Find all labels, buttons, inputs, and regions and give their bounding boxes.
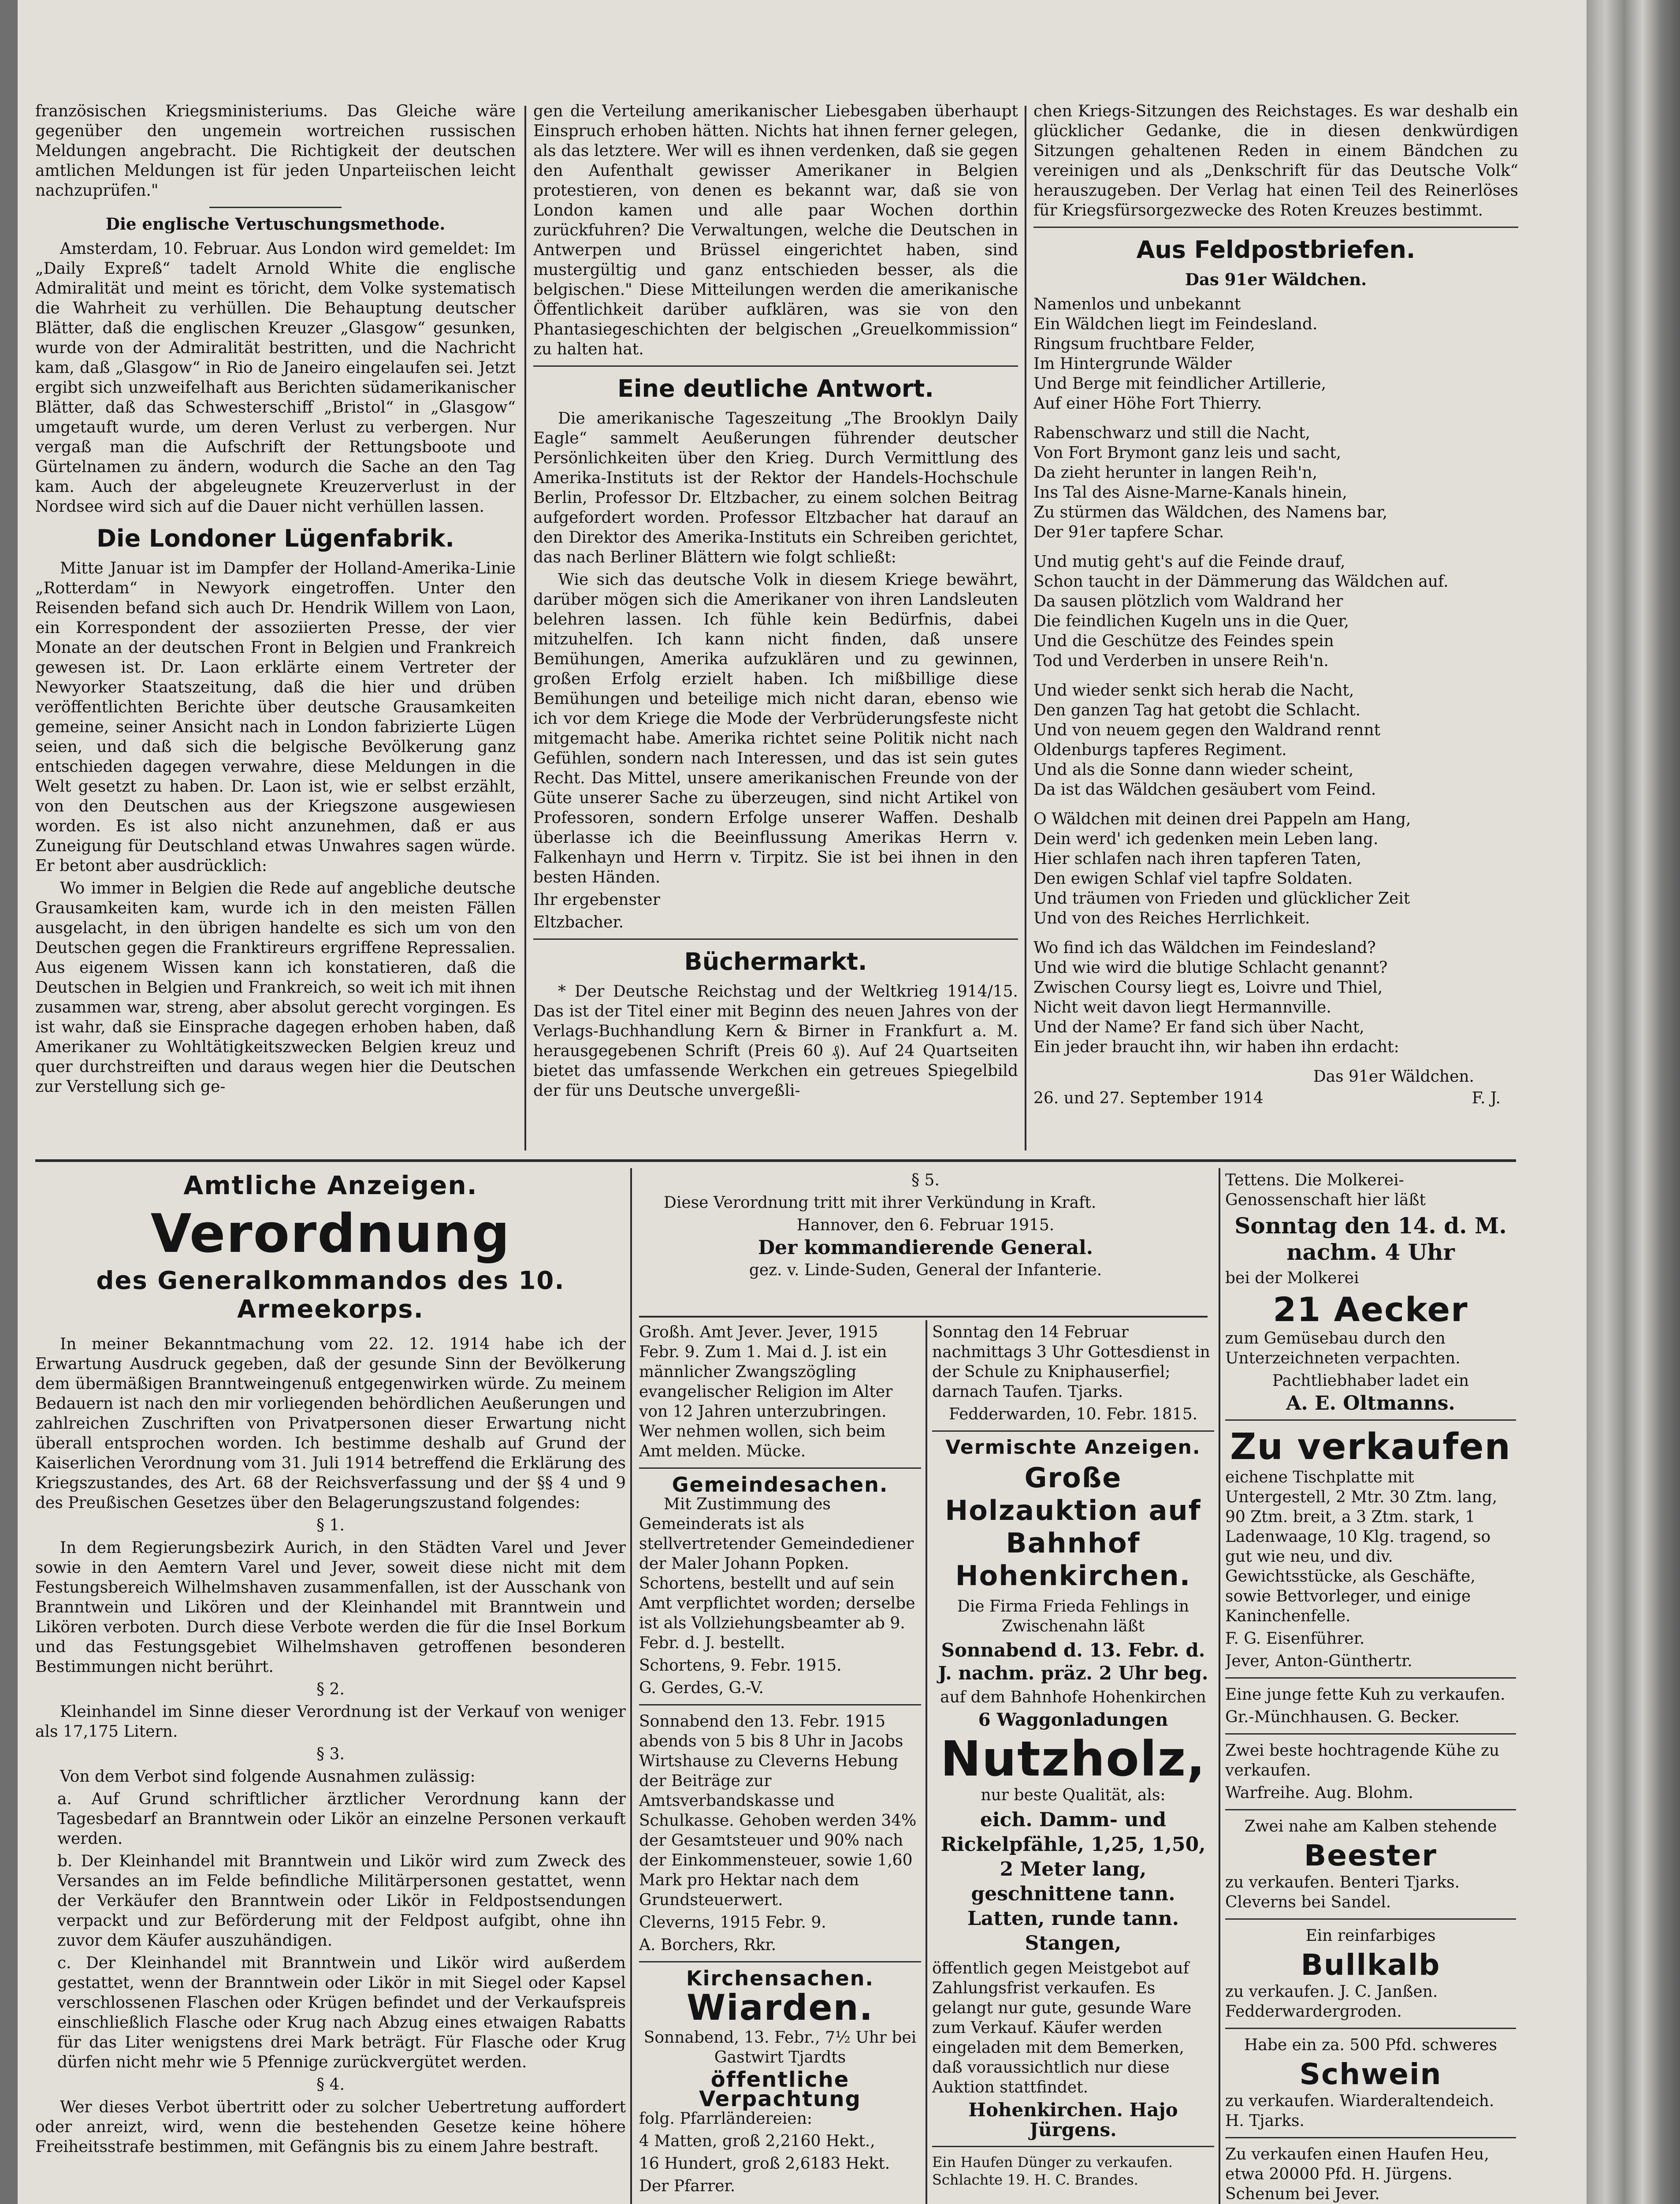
oltmanns-signature: A. E. Oltmanns. [1286,1392,1455,1415]
gemeinde-signature: G. Gerdes, G.-V. [639,1679,764,1697]
clevern-ad: Sonnabend den 13. Febr. 1915 abends von 5 bis 8 Uhr in Jacobs Wirtshause zu Cleverns Hebung der Beiträge zur Amtsverbandskasse und Schulkasse. Gehoben werden 34% der Gesamtsteuer und 90% nach der Einkommensteuer, sowie 1,60 Mark pro Hektar nach dem Grundsteuerwert. [639,1713,917,1909]
divider [209,207,342,208]
jever-amt-ad: Großh. Amt Jever. Jever, 1915 Febr. 9. Zum 1. Mai d. J. ist ein männlicher Zwangszögling evangelischer Religion im Alter von 12 Jahren unterzubringen. Wer nehmen wollen, sich beim Amt melden. Mücke. [639,1323,893,1460]
poem-line: Die feindlichen Kugeln uns in die Quer, [1033,612,1349,630]
divider [932,2146,1214,2147]
heading-buechermarkt: Büchermarkt. [684,948,867,975]
divider [1225,1918,1516,1920]
divider [1225,1733,1516,1735]
letter-closing: Ihr ergebenster [533,891,660,909]
holz-text: öffentlich gegen Meistgebot auf Zahlungsfrist verkaufen. Es gelangt nur gute, gesunde Ware zum Verkauf. Käufer werden eingeladen mit dem Bemerken, daß voraussichtlich nur diese Auktion stattfindet. [932,1959,1192,2096]
poem-line: Und träumen von Frieden und glücklicher Zeit [1033,890,1410,908]
beester-post: zu verkaufen. Benteri Tjarks. Cleverns bei Sandel. [1225,1873,1460,1911]
divider [1225,2137,1516,2138]
exception-c: c. Der Kleinhandel mit Branntwein und Likör wird außerdem gestattet, wenn der Branntwein oder Likör in mit Siegel oder Kapsel verschlossenen Flaschen oder Krügen befindet und der Verkaufspreis einschließlich Flasche oder Krug nach Abzug eines etwaigen Rabatts für das Liter wenigstens drei Mark beträgt. Für Flasche oder Krug dürfen nicht mehr wie 5 Pfennige zurückvergütet werden. [57,1954,626,2071]
pfarr-item-1: 4 Matten, groß 2,2160 Hekt., [639,2132,875,2150]
clevern-signature: A. Borchers, Rkr. [639,1936,777,1954]
bullkalb-title: Bullkalb [1301,1948,1441,1982]
tettens-bei: bei der Molkerei [1225,1269,1359,1287]
poem-line: Und der Name? Er fand sich über Nacht, [1033,1018,1364,1036]
divider [1225,2028,1516,2029]
column-rule [630,1168,632,2204]
poem-line: Und wie wird die blutige Schlacht genannt? [1033,959,1388,977]
col1-para-3: Mitte Januar ist im Dampfer der Holland-Amerika-Linie „Rotterdam“ in Newyork eingetroffen. Unter den Reisenden befand sich auch Dr. Hendrik Willem von Laon, ein Korrespondent der assoziierten Presse, der vier Monate an der deutschen Front in Belgien und Frankreich gewesen ist. Dr. Laon erklärte einem Vertreter der Newyorker Staatszeitung, daß die hier und drüben veröffentlichten Berichte über deutsche Grausamkeiten gemeine, seiner Ansicht nach in London fabrizierte Lügen seien, und daß sich die belgische Bevölkerung ganz entschieden dagegen verwahre, diese Meldungen in die Welt gesetzt zu haben. Dr. Laon ist, wie er selbst erzählt, von den Deutschen aus der Kriegszone ausgewiesen worden. Es ist also nicht anzunehmen, daß er aus Zuneigung für Deutschland etwas Unwahres sagen würde. Er betont aber ausdrücklich: [35,559,516,875]
col2-para-3: Wie sich das deutsche Volk in diesem Kriege bewährt, darüber mögen sich die Amerikaner von ihren Landsleuten belehren lassen. Ich fühle kein Bedürfnis, dabei mitzuhelfen. Ich kann nicht finden, daß unsere Bemühungen, Amerika aufzuklären und zu gewinnen, großen Erfolg erzielt haben. Ich mißbillige diese Bemühungen und beteilige mich nicht daran, ebenso wie ich vor dem Kriege die Mode der Verbrüderungsfeste nicht mitgemacht habe. Amerika richtet seine Politik nicht nach Gefühlen, sondern nach Interessen, und das ist sein gutes Recht. Das Mittel, unsere amerikanischen Freunde von der Güte unserer Sache zu überzeugen, sind nicht Artikel von Professoren, sondern Erfolge unserer Waffen. Deshalb überlasse ich die Beeinflussung Amerikas Herrn v. Falkenhayn und Herrn v. Tirpitz. Sie ist bei ihnen in den besten Händen. [533,571,1018,886]
fedderwarden-place: Fedderwarden, 10. Febr. 1815. [948,1405,1198,1423]
verordnung-general: Der kommandierende General. [758,1236,1093,1259]
verordnung-gez: gez. v. Linde-Suden, General der Infanterie. [749,1261,1102,1279]
newspaper-page [18,0,1587,2204]
holz-intro: Die Firma Frieda Fehlings in Zwischenahn läßt [957,1597,1189,1635]
poem-line: Oldenburgs tapferes Regiment. [1033,741,1287,759]
divider [1225,1677,1516,1679]
poem-line: Namenlos und unbekannt [1033,295,1241,313]
heading-feldpostbriefe: Aus Feldpostbriefen. [1136,236,1416,264]
wiarden-title: Wiarden. [687,1987,873,2028]
divider [533,938,1018,940]
section-3: § 3. [316,1745,345,1763]
poem [1033,294,1518,1057]
poem-line: Da zieht herunter in langen Reih'n, [1033,464,1318,482]
column-1 [35,101,516,1146]
poem-line: Und von des Reiches Herrlichkeit. [1033,909,1310,927]
heading-englische-vertuschung: Die englische Vertuschungsmethode. [105,214,446,234]
poem-line: Von Fort Brymont ganz leis und sacht, [1033,444,1342,462]
verpachtung-title: öffentliche Verpachtung [699,2067,861,2111]
book-page-edges [1587,0,1680,2204]
kuehe-ad: Zwei beste hochtragende Kühe zu verkaufen. [1225,1742,1500,1780]
poem-stanza [1033,938,1518,1057]
poem-line: Wo find ich das Wäldchen im Feindesland? [1033,939,1376,957]
verordnung-end [639,1170,1212,1316]
acker-pacht: Pachtliebhaber ladet ein [1272,1372,1469,1390]
column-3 [1033,101,1518,1146]
column-rule [524,106,526,1150]
beester-pre: Zwei nahe am Kalben stehende [1244,1817,1497,1835]
kuh-ad: Eine junge fette Kuh zu verkaufen. [1225,1686,1505,1704]
poem-line: Ringsum fruchtbare Felder, [1033,335,1255,353]
section-5-text: Diese Verordnung tritt mit ihrer Verkündung in Kraft. [664,1194,1096,1212]
fedderwarden-ad: Sonntag den 14 Februar nachmittags 3 Uhr Gottesdienst in der Schule zu Kniphauserfiel; darnach Taufen. Tjarks. [932,1323,1210,1401]
section-2-text: Kleinhandel im Sinne dieser Verordnung ist der Verkauf von weniger als 17,175 Litern. [35,1703,626,1741]
kuh-signature: Gr.-Münchhausen. G. Becker. [1225,1708,1460,1726]
poem-line: Tod und Verderben in unsere Reih'n. [1033,652,1329,670]
zuverkaufen-title: Zu verkaufen [1230,1426,1511,1468]
poem-stanza [1033,423,1518,542]
section-5: § 5. [911,1171,940,1189]
schwein-post: zu verkaufen. Wiarderaltendeich. H. Tjarks. [1225,2092,1494,2130]
poem-line: Rabenschwarz und still die Nacht, [1033,424,1310,442]
holz-place: auf dem Bahnhofe Hohenkirchen [940,1688,1206,1706]
gemeinde-place: Schortens, 9. Febr. 1915. [639,1657,842,1675]
gemeinde-text: Mit Zustimmung des Gemeinderats ist als stellvertretender Gemeindediener der Maler Johann Popken. Schortens, bestellt und auf sein Amt verpflichtet worden; derselbe ist als Vollziehungsbeamter ab 9. Febr. d. J. bestellt. [639,1495,915,1652]
poem-line: Da sausen plötzlich vom Waldrand her [1033,592,1343,611]
col2-para-1: gen die Verteilung amerikanischer Liebesgaben überhaupt Einspruch erhoben hätten. Nichts hat ihnen ferner gelegen, als das letztere. Wer will es ihnen verdenken, daß sie gegen den Aufenthalt gewisser Amerikaner in Belgien protestieren, von denen es bekannt war, daß sie von London kamen und alle paar Wochen dorthin zurückfuhren? Die Verwaltungen, welche die Deutschen in Antwerpen und Brüssel eingerichtet haben, sind mustergültig und ganz entschieden besser, als die belgischen." Diese Mitteilungen werden die amerikanische Öffentlichkeit darüber aufklären, was sie von den Phantasiegeschichten der belgischen „Greuelkommission“ zu halten hat. [533,102,1018,358]
tisch-place: Jever, Anton-Günthertr. [1225,1652,1412,1670]
column-2 [533,101,1018,1146]
poem-title: Das 91er Wäldchen. [1185,270,1367,289]
divider [1033,227,1518,228]
col3-para-1: chen Kriegs-Sitzungen des Reichstages. Es war deshalb ein glücklicher Gedanke, die in diesen denkwürdigen Sitzungen gehaltenen Reden in einem Bändchen zu vereinigen und als „Denkschrift für das Deutsche Volk“ herauszugeben. Der Verlag hat einen Teil des Reinerlöses für Kriegsfürsorgezwecke des Roten Kreuzes bestimmt. [1033,102,1518,220]
poem-line: Und von neuem gegen den Waldrand rennt [1033,721,1381,739]
beester-title: Beester [1304,1839,1437,1873]
poem-line: Den ganzen Tag hat getobt die Schlacht. [1033,701,1361,719]
divider [1225,1809,1516,1810]
holzauktion-title: Große Holzauktion auf Bahnhof Hohenkirchen. [945,1462,1201,1592]
letter-signature: Eltzbacher. [533,913,624,931]
poem-line: Nicht weit davon liegt Hermannville. [1033,998,1331,1016]
poem-stanza [1033,552,1518,671]
divider [639,1704,921,1705]
kuehe-signature: Warfreihe. Aug. Blohm. [1225,1784,1413,1802]
holz-signature: Hohenkirchen. Hajo Jürgens. [968,2099,1178,2141]
verordnung-subtitle: des Generalkommandos des 10. Armeekorps. [96,1266,565,1324]
col1-para-2: Amsterdam, 10. Februar. Aus London wird gemeldet: Im „Daily Expreß“ tadelt Arnold White die englische Admiralität und meint es töricht, dem Volke systematisch die Wahrheit zu verhüllen. Die Behauptung deutscher Blätter, daß die englischen Kreuzer „Glasgow“ gesunken, wurde von der Admiralität bestritten, und die Nachricht kam, daß „Glasgow“ in Rio de Janeiro eingelaufen sei. Jetzt ergibt sich unzweifelhaft aus Berichten südamerikanischer Blätter, daß das Schwesterschiff „Bristol“ in „Glasgow“ umgetauft wurde, um deren Verlust zu verbergen. Nur vergaß man die Aufschrift der Rettungsboote und Gürtelnamen zu ändern, wodurch die Sache an den Tag kam. Auch der abgeleugnete Kreuzerverlust in der Nordsee wird sich auf die Dauer nicht verhüllen lassen. [35,240,516,516]
schwein-title: Schwein [1299,2057,1442,2091]
poem-stanza [1033,809,1518,928]
nutzholz-title: Nutzholz, [940,1731,1206,1787]
divider [639,1467,921,1469]
horizontal-rule [639,1316,1208,1318]
col1-para-4: Wo immer in Belgien die Rede auf angebliche deutsche Grausamkeiten kam, wurde ich in den meisten Fällen ausgelacht, in den übrigen handelte es sich um von den Deutschen gegen die Franktireurs ergriffene Repressalien. Aus eigenem Wissen kann ich konstatieren, daß die Deutschen in Belgien und Frankreich, so weit ich mit ihnen zusammen war, streng, aber absolut gerecht vorgingen. Es ist wahr, daß sie Einsprache dagegen erhoben haben, daß Amerikaner zu Wohltätigkeitszwecken Belgien kreuz und quer durchstreiften und daraus wegen hier die Deutschen zur Verstellung sich ge- [35,879,516,1096]
poem-line: Im Hintergrunde Wälder [1033,355,1232,373]
section-4: § 4. [316,2076,345,2094]
column-rule [925,1320,927,2204]
poem-stanza [1033,681,1518,800]
bull-pre: Ein reinfarbiges [1305,1927,1436,1945]
tettens-ad: Tettens. Die Molkerei-Genossenschaft hier läßt [1225,1171,1426,1209]
vermischte-header: Vermischte Anzeigen. [945,1436,1201,1459]
poem-date: 26. und 27. September 1914 [1033,1089,1264,1107]
schwein-pre: Habe ein za. 500 Pfd. schweres [1244,2036,1497,2054]
poem-line: Und Berge mit feindlicher Artillerie, [1033,375,1327,393]
poem-line: Und als die Sonne dann wieder scheint, [1033,761,1354,779]
col1-para-1: französischen Kriegsministeriums. Das Gleiche wäre gegenüber den ungemein wortreichen russischen Meldungen angebracht. Die Richtigkeit der deutschen amtlichen Meldungen ist für jeden Unparteiischen leicht nachzuprüfen." [35,102,516,200]
duenger-ad: Ein Haufen Dünger zu verkaufen. Schlachte 19. H. C. Brandes. [932,2154,1173,2188]
kirchensachen-header: Kirchensachen. [686,1966,874,1990]
bull-post: zu verkaufen. J. C. Janßen. Fedderwardergroden. [1225,1983,1438,2021]
tettens-date: Sonntag den 14. d. M. nachm. 4 Uhr [1234,1213,1507,1265]
poem-line: Und mutig geht's auf die Feinde drauf, [1033,553,1345,571]
pfarr-intro: folg. Pfarrländereien: [639,2110,813,2128]
column-rule [1025,106,1026,1150]
column-rule [1219,1168,1220,2204]
section-1-text: In dem Regierungsbezirk Aurich, in den Städten Varel und Jever sowie in den Aemtern Varel und Jever, soweit diese nicht mit dem Festungsbereich Wilhelmshaven zusammenfallen, ist der Ausschank von Branntwein und Likören und der Kleinhandel mit Branntwein und Likören verboten. Durch diese Verbote werden die für die Insel Borkum und das Festungsgebiet Wilhelmshaven getroffenen besonderen Bestimmungen nicht berührt. [35,1539,626,1676]
amtliche-anzeigen [35,1170,626,2204]
poem-line: Und wieder senkt sich herab die Nacht, [1033,681,1354,700]
poem-line: Der 91er tapfere Schar. [1033,523,1224,541]
poem-line: Hier schlafen nach ihren tapferen Taten, [1033,850,1362,868]
heading-deutliche-antwort: Eine deutliche Antwort. [617,375,934,402]
col2-para-4: * Der Deutsche Reichstag und der Weltkrieg 1914/15. Das ist der Titel einer mit Beginn des neuen Jahres von der Verlags-Buchhandlung Kern & Birner in Frankfurt a. M. herausgegebenen Schrift (Preis 60 ₰). Auf 24 Quartseiten bietet das umfassende Werkchen ein getreues Spiegelbild der für uns Deutsche unvergeßli- [533,983,1018,1100]
col2-para-2: Die amerikanische Tageszeitung „The Brooklyn Daily Eagle“ sammelt Aeußerungen führender deutscher Persönlichkeiten über den Krieg. Durch Vermittlung des Amerika-Instituts ist der Rektor der Handels-Hochschule Berlin, Professor Dr. Eltzbacher, zu einem solchen Beitrag aufgefordert worden. Professor Eltzbacher hat darauf an den Direktor des Amerika-Instituts ein Schreiben gerichtet, das nach Berliner Blättern wie folgt schließt: [533,410,1018,566]
poem-line: Den ewigen Schlaf viel tapfre Soldaten. [1033,870,1353,888]
verordnung-place: Hannover, den 6. Februar 1915. [796,1216,1055,1234]
poem-line: Dein werd' ich gedenken mein Leben lang. [1033,830,1379,848]
pfarr-item-2: 16 Hundert, groß 2,6183 Hekt. [639,2155,890,2173]
holz-items: eich. Damm- und Rickelpfähle, 1,25, 1,50, 2 Meter lang, geschnittene tann. Latten, runde tann. Stangen, [940,1809,1206,1955]
poem-line: Auf einer Höhe Fort Thierry. [1033,395,1262,413]
divider [533,365,1018,367]
section-3-text: Von dem Verbot sind folgende Ausnahmen zulässig: [60,1768,476,1786]
section-4-text: Wer dieses Verbot übertritt oder zu solcher Uebertretung auffordert oder anreizt, wird, wenn die bestehenden Gesetze keine höhere Freiheitsstrafe bestimmen, mit Gefängnis bis zu einem Jahre bestraft. [35,2098,626,2156]
divider [639,1961,921,1962]
amtlich-header: Amtliche Anzeigen. [183,1170,478,1200]
poem-end: Das 91er Wäldchen. [1313,1068,1474,1086]
divider [1225,1419,1516,1421]
acker-title: 21 Aecker [1273,1290,1468,1329]
exception-b: b. Der Kleinhandel mit Branntwein und Likör wird zum Zweck des Versandes an im Felde befindliche Militärpersonen gestattet, wenn der Verkäufer den Branntwein oder Likör in Feldpostsendungen verpackt und zur Beförderung mit der Feldpost aufgibt, ohne ihn zuvor dem Käufer auszuhändigen. [57,1852,626,1950]
poem-line: Da ist das Wäldchen gesäubert vom Feind. [1033,781,1376,799]
horizontal-rule [35,1159,1516,1162]
poem-initials: F. J. [1472,1089,1501,1107]
heu-ad: Zu verkaufen einen Haufen Heu, etwa 20000 Pfd. H. Jürgens. Schenum bei Jever. [1225,2145,1489,2203]
section-2: § 2. [316,1680,345,1698]
poem-line: Ein Wäldchen liegt im Feindesland. [1033,315,1318,333]
section-1: § 1. [316,1516,345,1534]
ads-column-c [1225,1170,1516,2204]
verordnung-title: Verordnung [150,1203,511,1265]
gemeindesachen-header: Gemeindesachen. [672,1473,888,1497]
ads-column-b [932,1322,1214,2204]
ads-column-a [639,1322,921,2204]
poem-line: O Wäldchen mit deinen drei Pappeln am Hang, [1033,810,1411,828]
exception-a: a. Auf Grund schriftlicher ärztlicher Verordnung kann der Tagesbedarf an Branntwein oder Likör an einzelne Personen verkauft werden. [57,1790,626,1848]
poem-stanza [1033,294,1518,413]
poem-footer [1033,1089,1518,1107]
poem-line: Ins Tal des Aisne-Marne-Kanals hinein, [1033,484,1347,502]
holz-waggons: 6 Waggonladungen [978,1709,1168,1730]
holz-quality: nur beste Qualität, als: [981,1786,1166,1804]
poem-line: Zwischen Coursy liegt es, Loivre und Thiel, [1033,979,1383,997]
poem-line: Zu stürmen das Wäldchen, des Namens bar, [1033,503,1388,521]
poem-line: Schon taucht in der Dämmerung das Wäldchen auf. [1033,573,1449,591]
heading-londoner-luegenfabrik: Die Londoner Lügenfabrik. [97,525,454,552]
poem-line: Ein jeder braucht ihn, wir haben ihn erdacht: [1033,1038,1399,1056]
holz-date: Sonnabend d. 13. Febr. d. J. nachm. präz. 2 Uhr beg. [938,1639,1208,1684]
wiarden-text: Sonnabend, 13. Febr., 7½ Uhr bei Gastwirt Tjardts [643,2029,917,2066]
clevern-place: Cleverns, 1915 Febr. 9. [639,1914,826,1932]
tisch-signature: F. G. Eisenführer. [1225,1630,1365,1648]
tisch-ad: eichene Tischplatte mit Untergestell, 2 Mtr. 30 Ztm. lang, 90 Ztm. breit, a 3 Ztm. stark, 1 Ladenwaage, 10 Klg. tragend, so gut wie neu, und div. Gewichtsstücke, als Geschäfte, sowie Bettvorleger, und einige Kaninchenfelle. [1225,1468,1498,1625]
acker-text: zum Gemüsebau durch den Unterzeichneten verpachten. [1225,1329,1461,1367]
pfarrer-signature: Der Pfarrer. [639,2177,736,2195]
verordnung-intro: In meiner Bekanntmachung vom 22. 12. 1914 habe ich der Erwartung Ausdruck gegeben, daß der gesunde Sinn der Bevölkerung dem übermäßigen Branntweingenuß entgegenwirken würde. Zu meinem Bedauern ist nach den mir vorliegenden behördlichen Aeußerungen und zahlreichen Zuschriften von Privatpersonen dieser Erwartung nicht überall entsprochen worden. Ich bestimme deshalb auf Grund der Kaiserlichen Verordnung vom 31. Juli 1914 betreffend die Erklärung des Kriegszustandes, des Art. 68 der Reichsverfassung und der §§ 4 und 9 des Preußischen Gesetzes über den Belagerungszustand folgendes: [35,1335,626,1512]
divider [932,1430,1214,1432]
poem-line: Und die Geschütze des Feindes spein [1033,632,1334,650]
